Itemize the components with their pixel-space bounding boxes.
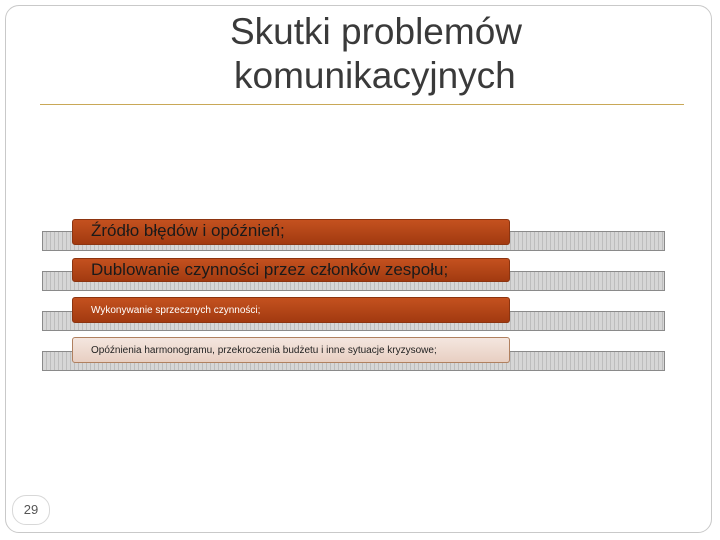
list-item [72, 297, 510, 323]
title-line-2: komunikacyjnych [234, 55, 516, 96]
list-item [72, 337, 510, 363]
slide-title [220, 10, 600, 98]
list-item-text: Opóźnienia harmonogramu, przekroczenia budżetu i inne sytuacje kryzysowe; [91, 345, 437, 356]
list-item-text: Wykonywanie sprzecznych czynności; [91, 305, 261, 316]
title-divider [40, 104, 684, 105]
list-item [72, 258, 510, 282]
title-line-1: Skutki problemów [230, 11, 523, 52]
list-item [72, 219, 510, 245]
list-item-text: Dublowanie czynności przez członków zespołu; [91, 260, 449, 279]
page-number: 29 [12, 495, 50, 525]
list-item-text: Źródło błędów i opóźnień; [91, 221, 285, 240]
